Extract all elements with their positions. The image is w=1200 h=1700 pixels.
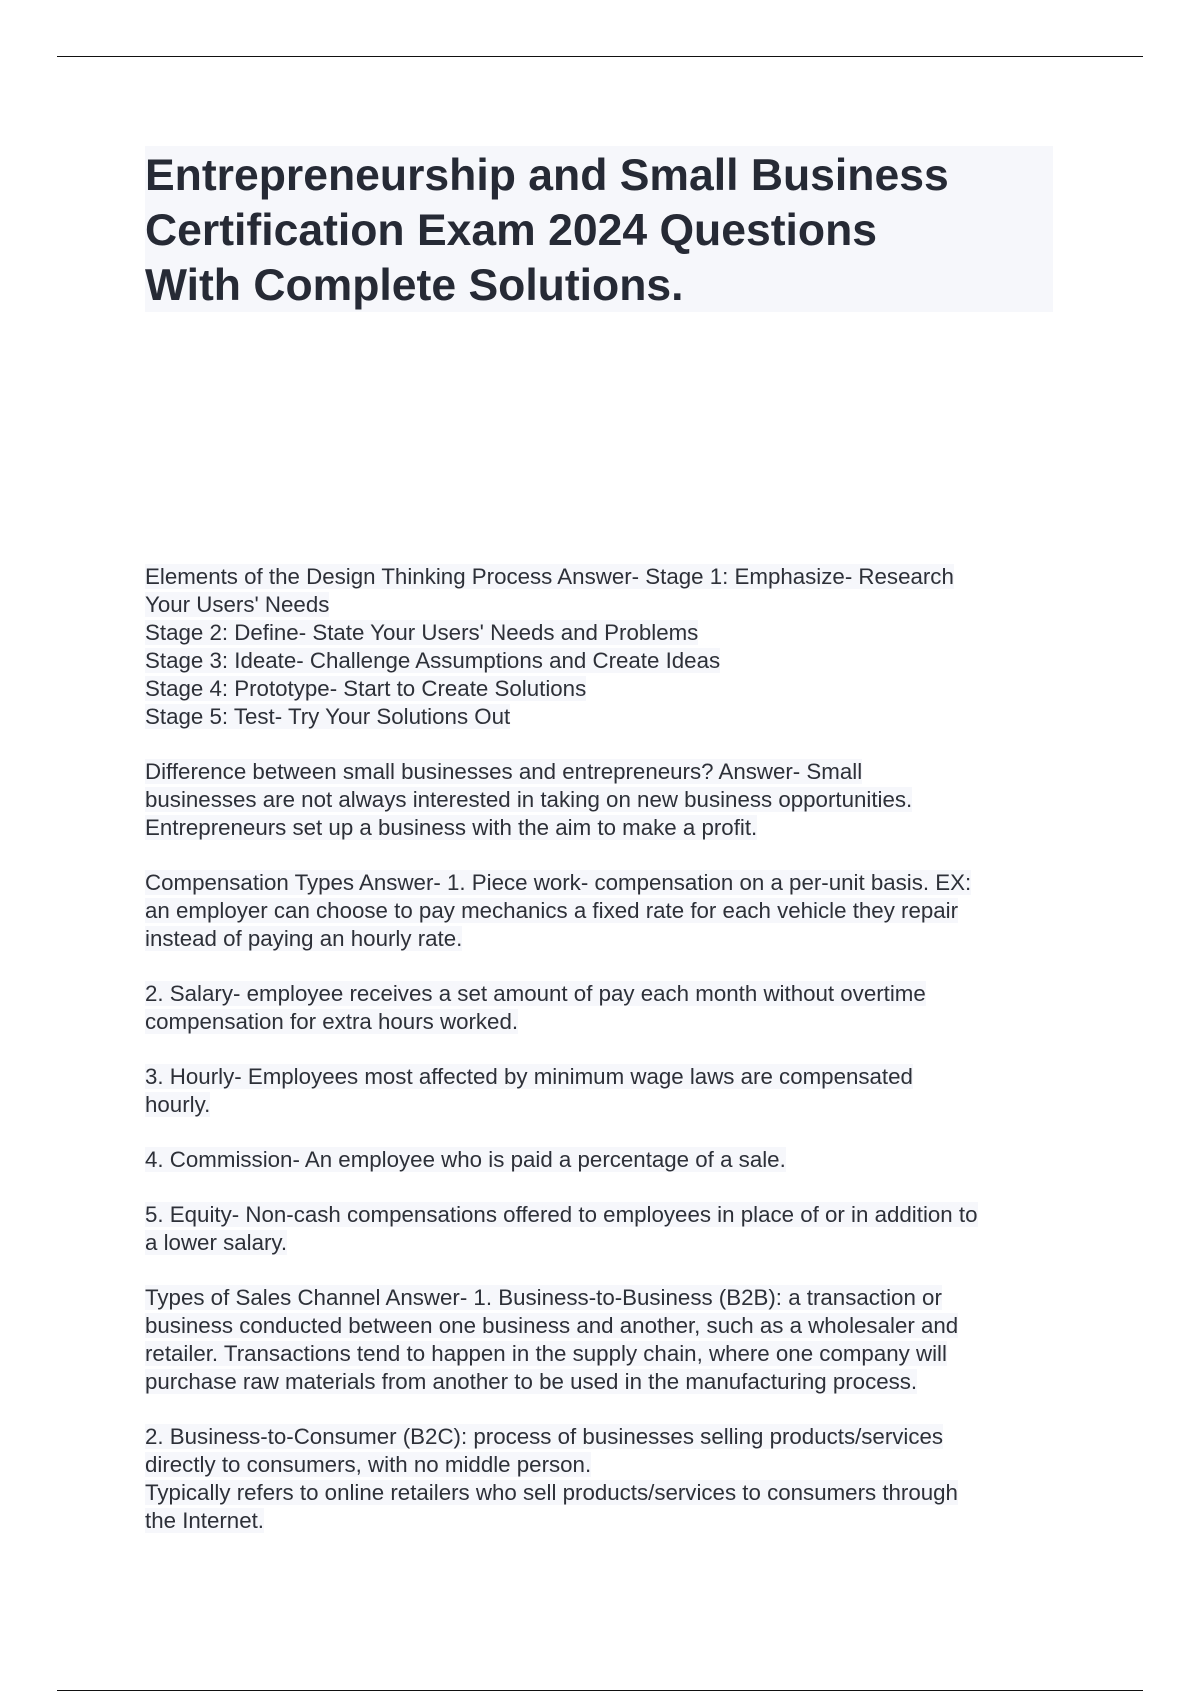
text-line-content: Difference between small businesses and entrepreneurs? Answer- Small: [145, 759, 863, 784]
text-line: [145, 1423, 1065, 1451]
text-line: [145, 1368, 1065, 1396]
qa-paragraph: [145, 1284, 1065, 1396]
qa-paragraph: [145, 563, 1065, 731]
text-line: [145, 675, 1065, 703]
text-line: [145, 925, 1065, 953]
title-block: [145, 146, 1053, 312]
text-line-content: 2. Salary- employee receives a set amount of pay each month without overtime: [145, 981, 926, 1006]
text-line-content: directly to consumers, with no middle person.: [145, 1452, 592, 1477]
text-line: [145, 563, 1065, 591]
title-line: Entrepreneurship and Small Business: [145, 151, 949, 200]
text-line: [145, 1479, 1065, 1507]
text-line-content: Stage 4: Prototype- Start to Create Solutions: [145, 676, 587, 701]
text-line-content: a lower salary.: [145, 1230, 288, 1255]
text-line: [145, 897, 1065, 925]
text-line: [145, 1091, 1065, 1119]
text-line-content: business conducted between one business and another, such as a wholesaler and: [145, 1313, 959, 1338]
text-line: [145, 1340, 1065, 1368]
qa-paragraph: [145, 1423, 1065, 1535]
text-line-content: businesses are not always interested in taking on new business opportunities.: [145, 787, 913, 812]
text-line-content: Typically refers to online retailers who sell products/services to consumers through: [145, 1480, 958, 1505]
text-line: [145, 1063, 1065, 1091]
text-line: [145, 1451, 1065, 1479]
text-line-content: Stage 3: Ideate- Challenge Assumptions and Create Ideas: [145, 648, 721, 673]
text-line: [145, 1229, 1065, 1257]
document-body: [145, 563, 1065, 1562]
title-line: With Complete Solutions.: [145, 261, 684, 310]
text-line-content: compensation for extra hours worked.: [145, 1009, 519, 1034]
text-line-content: Types of Sales Channel Answer- 1. Business-to-Business (B2B): a transaction or: [145, 1285, 942, 1310]
qa-paragraph: [145, 1146, 1065, 1174]
text-line-content: the Internet.: [145, 1508, 264, 1533]
text-line: [145, 869, 1065, 897]
text-line: [145, 758, 1065, 786]
text-line: [145, 1507, 1065, 1535]
text-line: [145, 1284, 1065, 1312]
text-line-content: 4. Commission- An employee who is paid a percentage of a sale.: [145, 1147, 786, 1172]
text-line-content: retailer. Transactions tend to happen in the supply chain, where one company will: [145, 1341, 947, 1366]
bottom-rule: [57, 1690, 1143, 1691]
qa-paragraph: [145, 1063, 1065, 1119]
text-line: [145, 647, 1065, 675]
text-line: [145, 1201, 1065, 1229]
text-line: [145, 619, 1065, 647]
text-line-content: Your Users' Needs: [145, 592, 330, 617]
qa-paragraph: [145, 980, 1065, 1036]
text-line-content: Elements of the Design Thinking Process Answer- Stage 1: Emphasize- Research: [145, 564, 954, 589]
qa-paragraph: [145, 1201, 1065, 1257]
text-line-content: Entrepreneurs set up a business with the aim to make a profit.: [145, 815, 758, 840]
text-line-content: 2. Business-to-Consumer (B2C): process of businesses selling products/services: [145, 1424, 944, 1449]
text-line-content: an employer can choose to pay mechanics a fixed rate for each vehicle they repair: [145, 898, 959, 923]
text-line: [145, 591, 1065, 619]
text-line-content: Compensation Types Answer- 1. Piece work- compensation on a per-unit basis. EX:: [145, 870, 972, 895]
text-line-content: hourly.: [145, 1092, 211, 1117]
text-line: [145, 703, 1065, 731]
text-line-content: Stage 2: Define- State Your Users' Needs and Problems: [145, 620, 699, 645]
text-line: [145, 786, 1065, 814]
text-line: [145, 1008, 1065, 1036]
text-line-content: Stage 5: Test- Try Your Solutions Out: [145, 704, 511, 729]
document-title: [145, 148, 1053, 313]
qa-paragraph: [145, 758, 1065, 842]
text-line-content: 3. Hourly- Employees most affected by minimum wage laws are compensated: [145, 1064, 913, 1089]
text-line: [145, 814, 1065, 842]
text-line-content: instead of paying an hourly rate.: [145, 926, 463, 951]
top-rule: [57, 56, 1143, 57]
title-line: Certification Exam 2024 Questions: [145, 206, 878, 255]
text-line-content: purchase raw materials from another to be used in the manufacturing process.: [145, 1369, 918, 1394]
text-line-content: 5. Equity- Non-cash compensations offered to employees in place of or in addition to: [145, 1202, 978, 1227]
text-line: [145, 1146, 1065, 1174]
text-line: [145, 1312, 1065, 1340]
text-line: [145, 980, 1065, 1008]
qa-paragraph: [145, 869, 1065, 953]
